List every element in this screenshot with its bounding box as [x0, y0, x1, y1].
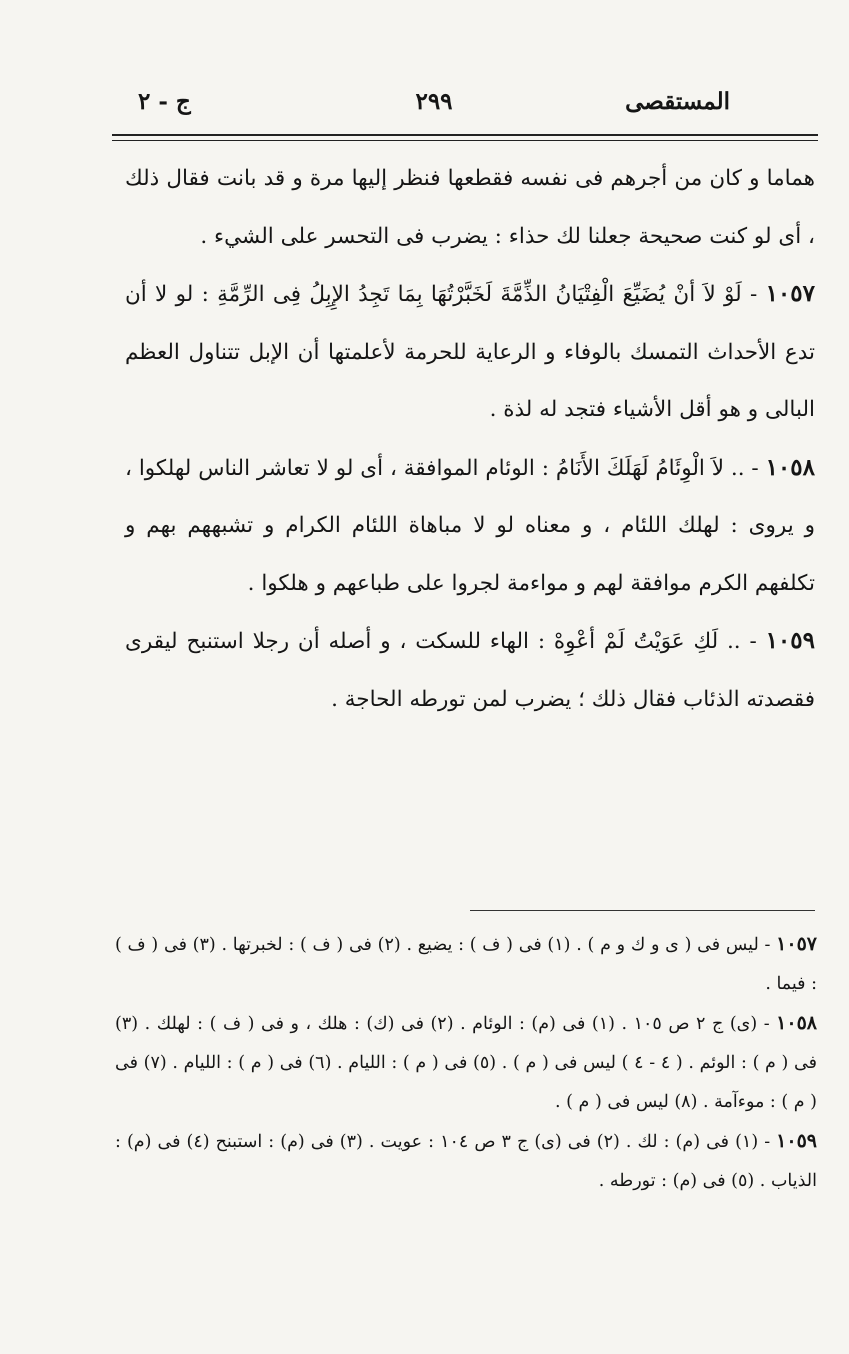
- volume-label: ج - ٢: [138, 88, 191, 115]
- entry-number: ١٠٥٩: [765, 627, 815, 654]
- footnote: [115, 1004, 817, 1122]
- footnote-text: - (١) فى (م) : لك . (٢) فى (ى) ج ٣ ص ١٠٤ : عويت . (٣) فى (م) : استبنح (٤) فى (م) : الذياب . (٥) فى (م) : تورطه .: [115, 1132, 817, 1191]
- book-title: المستقصى: [625, 88, 730, 115]
- entry-number: ١٠٥٧: [765, 280, 815, 307]
- page-header: [138, 88, 730, 128]
- page-number: ٢٩٩: [415, 88, 453, 115]
- entry-number: ١٠٥٨: [765, 453, 815, 481]
- footnote-text: - ليس فى ( ى و ك و م ) . (١) فى ( ف ) : يضيع . (٢) فى ( ف ) : لخبرتها . (٣) فى ( ف ) : فيما .: [115, 935, 817, 994]
- proverb-entry: [125, 439, 815, 613]
- main-text: [125, 150, 815, 728]
- header-rule-thick: [112, 134, 818, 136]
- proverb-entry: [125, 265, 815, 439]
- proverb-entry: [125, 612, 815, 728]
- entry-text: - .. لاَ الْوِئَامُ لَهَلَكَ الأَنَامُ : الوئام الموافقة ، أى لو لا تعاشر الناس لهلكوا ، و يروى : لهلك اللئام ، و معناه لو لا مباهاة اللئام الكرام و تشبههم بهم و تكلفهم الكرم موافقة لهم و مواءمة لجروا على طباعهم و هلكوا .: [125, 455, 815, 596]
- footnote-number: ١٠٥٩: [776, 1130, 817, 1152]
- header-rule-thin: [112, 140, 818, 141]
- footnote-number: ١٠٥٨: [776, 1012, 817, 1034]
- entry-continuation: [125, 150, 815, 265]
- entry-text: - لَوْ لاَ أنْ يُضَيِّعَ الْفِتْيَانُ الذِّمَّةَ لَخَبَّرْتُهَا بِمَا تَجِدُ الإِبِلُ فِى الرِّمَّةِ : لو لا أن تدع الأحداث التمسك بالوفاء و الرعاية للحرمة لأعلمتها أن الإبل تتناول العظم البالى و هو أقل الأشياء فتجد له لذة .: [125, 282, 815, 422]
- footnote-number: ١٠٥٧: [776, 933, 817, 955]
- entry-text: هماما و كان من أجرهم فى نفسه فقطعها فنظر إليها مرة و قد بانت فقال ذلك ، أى لو كنت صحيحة جعلنا لك حذاء : يضرب فى التحسر على الشيء .: [125, 166, 815, 249]
- footnote-text: - (ى) ج ٢ ص ١٠٥ . (١) فى (م) : الوئام . (٢) فى (ك) : هلك ، و فى ( ف ) : لهلك . (٣) فى ( م ) : الوئم . ( ٤ - ٤ ) ليس فى ( م ) . (٥) فى ( م ) : الليام . (٦) فى ( م ) : الليام . (٧) فى ( م ) : موءآمة . (٨) ليس فى ( م ) .: [115, 1014, 818, 1112]
- footnotes: [115, 925, 817, 1201]
- footnote: [115, 1122, 817, 1201]
- entry-text: - .. لَكِ عَوَيْتُ لَمْ أعْوِهْ : الهاء للسكت ، و أصله أن رجلا استنبح ليقرى فقصدته الذئاب فقال ذلك ؛ يضرب لمن تورطه الحاجة .: [125, 629, 815, 712]
- footnote: [115, 925, 817, 1004]
- footnote-separator: [470, 910, 815, 911]
